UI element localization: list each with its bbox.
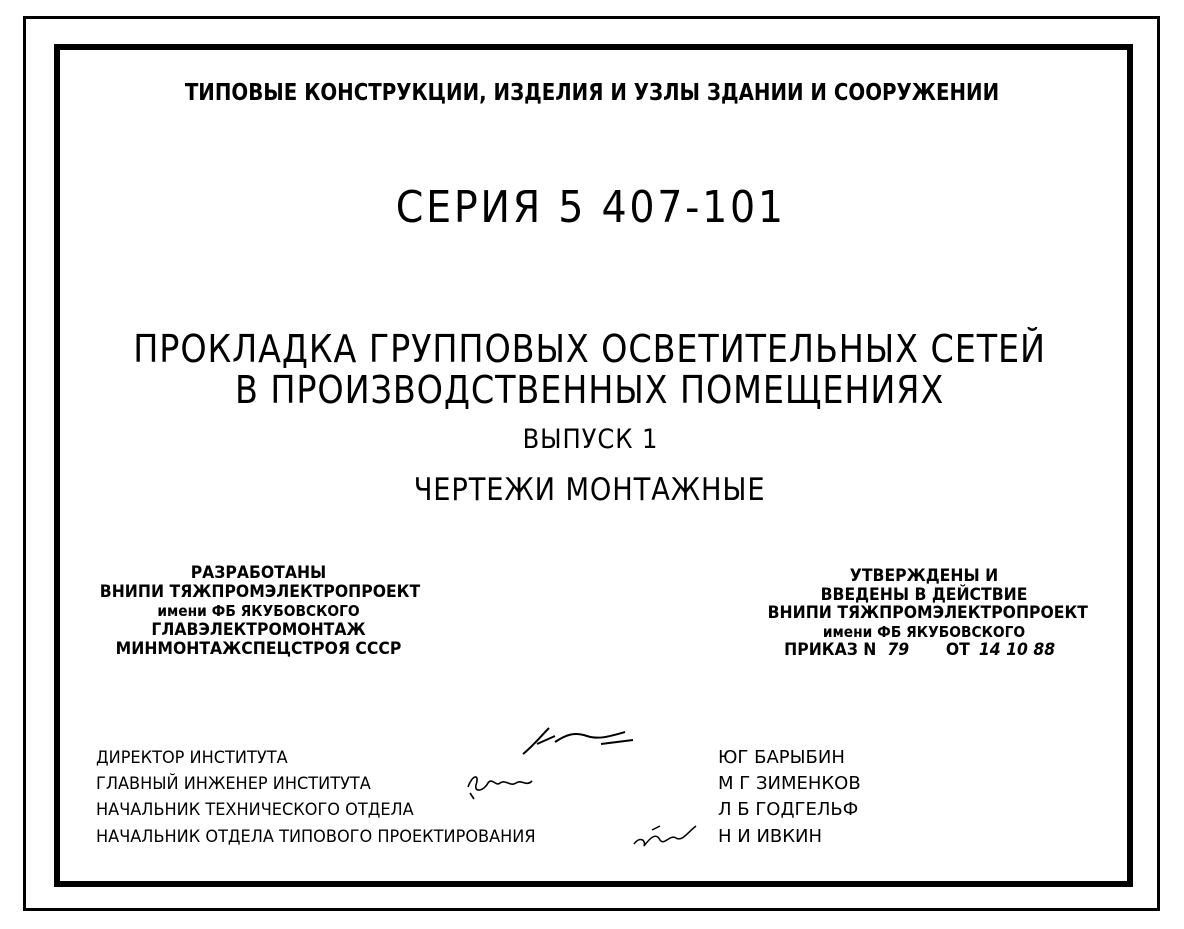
signature-head-standard-design xyxy=(630,820,710,852)
approved-by-block xyxy=(754,567,1094,660)
signatory-role: НАЧАЛЬНИК ТЕХНИЧЕСКОГО ОТДЕЛА xyxy=(96,800,414,820)
signatory-name: ЮГ БАРЫБИН xyxy=(718,747,845,768)
developed-line: ГЛАВЭЛЕКТРОМОНТАЖ xyxy=(151,620,366,640)
document-header: ТИПОВЫЕ КОНСТРУКЦИИ, ИЗДЕЛИЯ И УЗЛЫ ЗДАНИИ И СООРУЖЕНИИ xyxy=(184,80,1000,106)
title-line-2: В ПРОИЗВОДСТВЕННЫХ ПОМЕЩЕНИЯХ xyxy=(235,368,945,412)
signatory-role: ДИРЕКТОР ИНСТИТУТА xyxy=(96,748,288,768)
order-line xyxy=(768,641,1081,660)
order-date-label: ОТ xyxy=(945,640,970,660)
approved-line: имени ФБ ЯКУБОВСКОГО xyxy=(822,622,1026,641)
signatory-role: НАЧАЛЬНИК ОТДЕЛА ТИПОВОГО ПРОЕКТИРОВАНИЯ xyxy=(96,827,536,847)
developed-by-block xyxy=(86,564,431,659)
order-date: 14 10 88 xyxy=(978,640,1056,660)
signature-chief-engineer xyxy=(462,765,552,801)
developed-line: МИНМОНТАЖСПЕЦСТРОЯ СССР xyxy=(115,639,402,659)
order-number: 79 xyxy=(887,640,910,660)
order-label: ПРИКАЗ N xyxy=(784,640,877,660)
developed-line: ВНИПИ ТЯЖПРОМЭЛЕКТРОПРОЕКТ xyxy=(99,582,421,602)
signatory-role: ГЛАВНЫЙ ИНЖЕНЕР ИНСТИТУТА xyxy=(96,774,371,794)
approved-line: ВВЕДЕНЫ В ДЕЙСТВИЕ xyxy=(820,584,1028,605)
developed-line: РАЗРАБОТАНЫ xyxy=(190,563,327,583)
approved-line: ВНИПИ ТЯЖПРОМЭЛЕКТРОПРОЕКТ xyxy=(767,603,1088,623)
series-number: СЕРИЯ 5 407-101 xyxy=(395,182,786,233)
signatory-name: Н И ИВКИН xyxy=(718,826,823,847)
issue-number: ВЫПУСК 1 xyxy=(522,424,659,455)
title-line-1: ПРОКЛАДКА ГРУППОВЫХ ОСВЕТИТЕЛЬНЫХ СЕТЕЙ xyxy=(133,327,1046,371)
developed-line: имени ФБ ЯКУБОВСКОГО xyxy=(157,602,360,620)
signatory-name: Л Б ГОДГЕЛЬФ xyxy=(718,799,859,820)
approved-line: УТВЕРЖДЕНЫ И xyxy=(849,566,999,586)
signatory-name: М Г ЗИМЕНКОВ xyxy=(718,773,861,794)
signature-director xyxy=(515,722,645,762)
document-subtitle: ЧЕРТЕЖИ МОНТАЖНЫЕ xyxy=(413,472,766,508)
